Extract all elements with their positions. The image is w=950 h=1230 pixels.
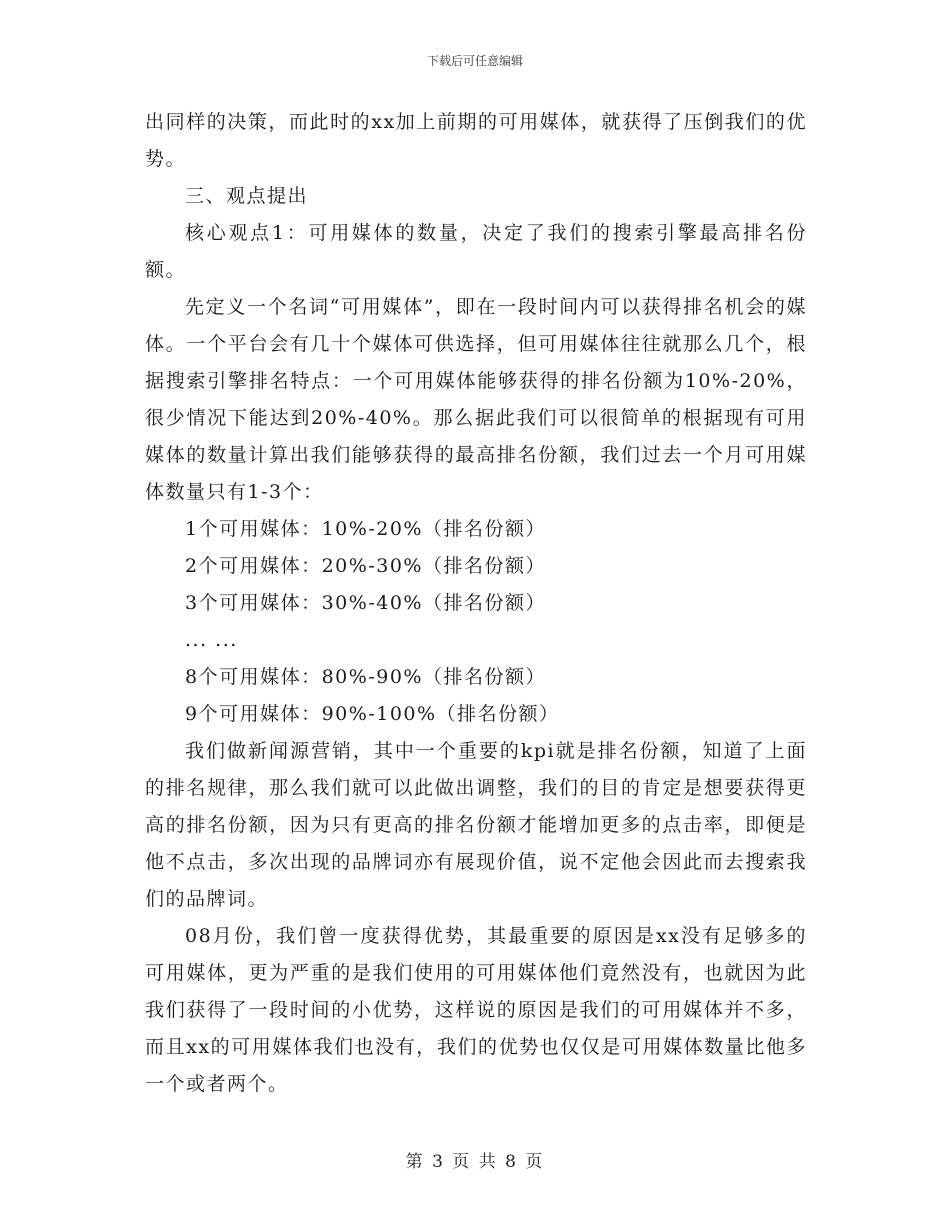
page-header: 下载后可任意编辑 bbox=[426, 54, 523, 68]
paragraph: 出同样的决策，而此时的xx加上前期的可用媒体，就获得了压倒我们的优势。 bbox=[145, 111, 807, 170]
page-number: 第 3 页 共 8 页 bbox=[405, 1152, 545, 1172]
list-item: 8个可用媒体：80%-90%（排名份额） bbox=[185, 666, 546, 688]
list-item: 1个可用媒体：10%-20%（排名份额） bbox=[185, 518, 546, 540]
document-body bbox=[145, 104, 807, 1103]
paragraph: 先定义一个名词“可用媒体”，即在一段时间内可以获得排名机会的媒体。一个平台会有几十个媒体可供选择，但可用媒体往往就那么几个，根据搜索引擎排名特点：一个可用媒体能够获得的排名份额为10%-20%，很少情况下能达到20%-40%。那么据此我们可以很简单的根据现有可用媒体的数量计算出我们能够获得的最高排名份额，我们过去一个月可用媒体数量只有1-3个： bbox=[145, 296, 807, 503]
paragraph: 我们做新闻源营销，其中一个重要的kpi就是排名份额，知道了上面的排名规律，那么我们就可以此做出调整，我们的目的肯定是想要获得更高的排名份额，因为只有更高的排名份额才能增加更多的点击率，即便是他不点击，多次出现的品牌词亦有展现价值，说不定他会因此而去搜索我们的品牌词。 bbox=[145, 740, 807, 910]
list-item: 2个可用媒体：20%-30%（排名份额） bbox=[185, 555, 546, 577]
core-point: 核心观点1：可用媒体的数量，决定了我们的搜索引擎最高排名份额。 bbox=[145, 222, 807, 281]
list-ellipsis: ... ... bbox=[185, 629, 238, 651]
list-item: 9个可用媒体：90%-100%（排名份额） bbox=[185, 703, 560, 725]
paragraph: 08月份，我们曾一度获得优势，其最重要的原因是xx没有足够多的可用媒体，更为严重的是我们使用的可用媒体他们竟然没有，也就因为此我们获得了一段时间的小优势，这样说的原因是我们的可用媒体并不多，而且xx的可用媒体我们也没有，我们的优势也仅仅是可用媒体数量比他多一个或者两个。 bbox=[145, 925, 807, 1095]
list-item: 3个可用媒体：30%-40%（排名份额） bbox=[185, 592, 546, 614]
section-heading: 三、观点提出 bbox=[185, 185, 309, 207]
